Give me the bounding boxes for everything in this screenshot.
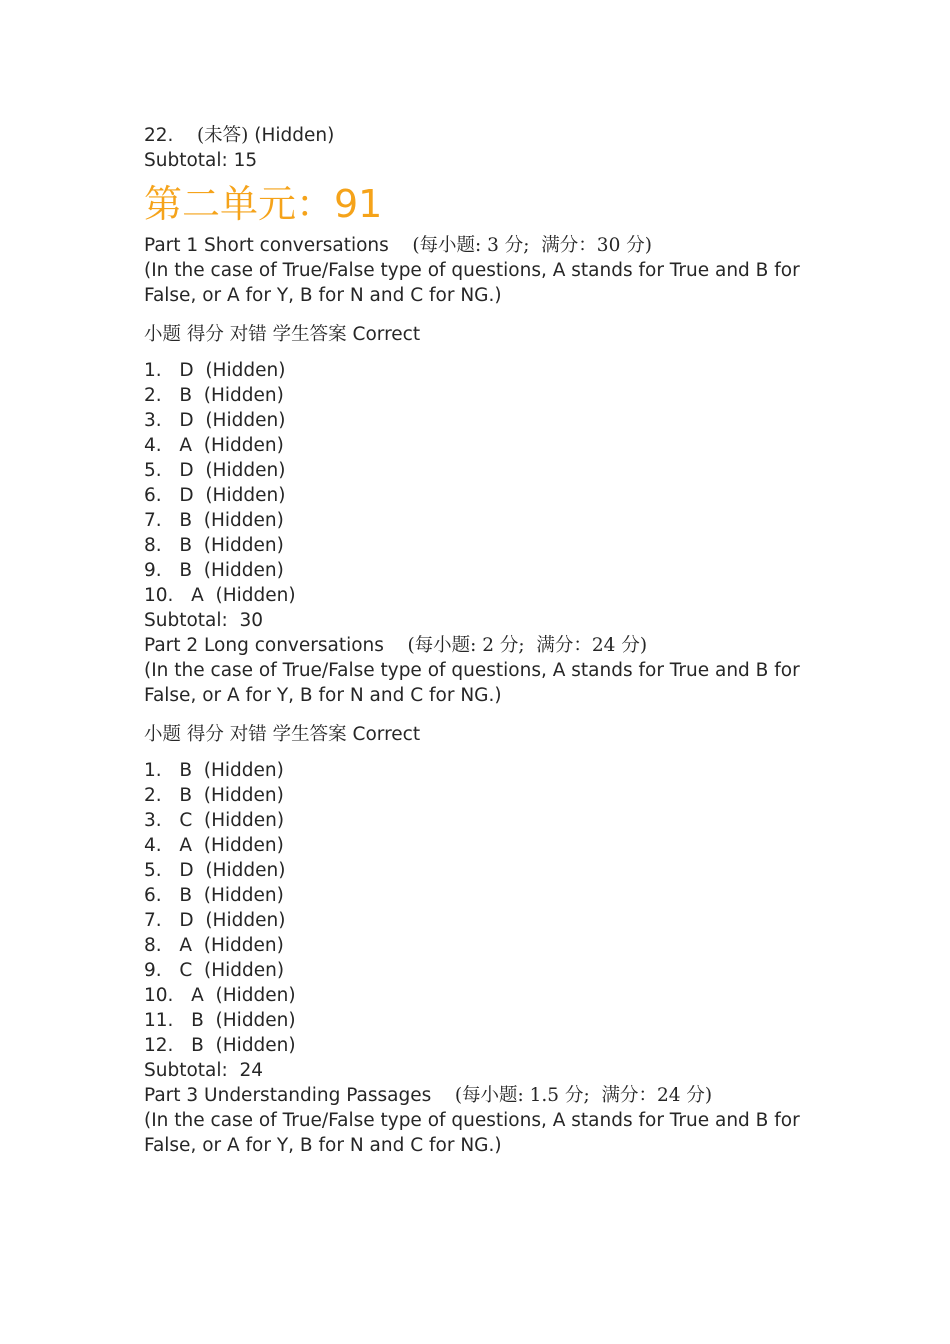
part-subtotal [144, 1058, 824, 1083]
answer-row [144, 408, 824, 433]
part-title-row [144, 1083, 824, 1108]
correct-answer: (Hidden) [215, 585, 296, 606]
part-title-row [144, 233, 824, 258]
answer-row [144, 833, 824, 858]
question-number: 7. [144, 510, 162, 531]
part-subtotal [144, 608, 824, 633]
subtotal-value: 30 [239, 610, 264, 631]
student-answer: C [179, 960, 193, 981]
student-answer: D [179, 410, 194, 431]
student-answer: D [179, 460, 194, 481]
subtotal-value: 24 [239, 1060, 264, 1081]
correct-answer: (Hidden) [205, 360, 286, 381]
question-number: 3. [144, 410, 162, 431]
correct-answer: (Hidden) [203, 560, 284, 581]
correct-answer: (Hidden) [203, 885, 284, 906]
part-note: (In the case of True/False type of questions, A stands for True and B for False, or A for Y, B for N and C for NG.) [144, 260, 800, 306]
student-answer: D [179, 360, 194, 381]
leftover-question-row [144, 123, 824, 148]
question-number: 22. [144, 125, 174, 146]
correct-answer: (Hidden) [203, 935, 284, 956]
question-number: 1. [144, 760, 162, 781]
question-number: 4. [144, 435, 162, 456]
correct-answer: (Hidden) [205, 460, 286, 481]
student-answer: A [191, 985, 204, 1006]
correct-answer: (Hidden) [205, 410, 286, 431]
student-answer: D [179, 485, 194, 506]
answer-row [144, 908, 824, 933]
question-number: 3. [144, 810, 162, 831]
table-header-correct: Correct [352, 324, 421, 345]
part-section [144, 233, 824, 633]
answer-list [144, 758, 824, 1058]
answer-list [144, 358, 824, 608]
correct-answer: (Hidden) [215, 1035, 296, 1056]
student-answer: B [179, 560, 193, 581]
answer-row [144, 558, 824, 583]
answer-row [144, 783, 824, 808]
question-number: 5. [144, 860, 162, 881]
answer-row [144, 508, 824, 533]
correct-answer: (Hidden) [203, 535, 284, 556]
part-meta: (每小题: 3 分; 满分：30 分) [412, 235, 652, 256]
student-answer: C [179, 810, 193, 831]
answer-row [144, 533, 824, 558]
answer-row [144, 758, 824, 783]
student-answer: D [179, 910, 194, 931]
question-number: 9. [144, 560, 162, 581]
table-header-columns: 小题 得分 对错 学生答案 [144, 324, 347, 345]
question-number: 10. [144, 585, 174, 606]
answer-row [144, 1033, 824, 1058]
answer-row [144, 458, 824, 483]
correct-answer: (Hidden) [203, 435, 284, 456]
student-answer: B [179, 510, 193, 531]
answer-row [144, 858, 824, 883]
score-report [144, 123, 824, 1158]
student-answer: D [179, 860, 194, 881]
answer-row [144, 933, 824, 958]
correct-answer: (Hidden) [205, 485, 286, 506]
part-section [144, 633, 824, 1083]
student-answer: A [179, 935, 192, 956]
correct-answer: (Hidden) [204, 810, 285, 831]
part-title: Part 2 Long conversations [144, 635, 384, 656]
part-note: (In the case of True/False type of questions, A stands for True and B for False, or A for Y, B for N and C for NG.) [144, 660, 800, 706]
correct-answer: (Hidden) [203, 510, 284, 531]
part-note: (In the case of True/False type of questions, A stands for True and B for False, or A for Y, B for N and C for NG.) [144, 1110, 800, 1156]
correct-answer: (Hidden) [205, 910, 286, 931]
answer-row [144, 958, 824, 983]
part-meta: (每小题: 1.5 分; 满分：24 分) [454, 1085, 713, 1106]
student-answer: A [179, 435, 192, 456]
student-answer: B [179, 535, 193, 556]
question-number: 11. [144, 1010, 174, 1031]
question-number: 6. [144, 885, 162, 906]
student-answer: B [179, 385, 193, 406]
question-status: (未答) [196, 125, 249, 146]
student-answer: B [191, 1010, 204, 1031]
answer-row [144, 433, 824, 458]
question-number: 8. [144, 535, 162, 556]
unit-title: 第二单元：91 [144, 182, 383, 226]
correct-answer: (Hidden) [204, 960, 285, 981]
answer-row [144, 483, 824, 508]
student-answer: A [191, 585, 204, 606]
question-number: 9. [144, 960, 162, 981]
answer-row [144, 383, 824, 408]
student-answer: A [179, 835, 192, 856]
part-section [144, 1083, 824, 1158]
question-number: 12. [144, 1035, 174, 1056]
part-title: Part 3 Understanding Passages [144, 1085, 432, 1106]
answer-row [144, 883, 824, 908]
answer-row [144, 808, 824, 833]
table-header-columns: 小题 得分 对错 学生答案 [144, 724, 347, 745]
correct-answer: (Hidden) [203, 760, 284, 781]
part-title-row [144, 633, 824, 658]
answer-row [144, 1008, 824, 1033]
correct-answer: (Hidden) [254, 125, 335, 146]
question-number: 2. [144, 785, 162, 806]
question-number: 10. [144, 985, 174, 1006]
part-meta: (每小题: 2 分; 满分：24 分) [407, 635, 648, 656]
question-number: 6. [144, 485, 162, 506]
question-number: 4. [144, 835, 162, 856]
question-number: 8. [144, 935, 162, 956]
student-answer: B [191, 1035, 204, 1056]
subtotal-label: Subtotal: [144, 1060, 228, 1081]
subtotal-label: Subtotal: [144, 610, 228, 631]
correct-answer: (Hidden) [203, 385, 284, 406]
answer-row [144, 583, 824, 608]
correct-answer: (Hidden) [203, 785, 284, 806]
question-number: 1. [144, 360, 162, 381]
answer-row [144, 358, 824, 383]
subtotal-label: Subtotal: [144, 150, 228, 171]
question-number: 7. [144, 910, 162, 931]
answer-row [144, 983, 824, 1008]
student-answer: B [179, 760, 193, 781]
question-number: 5. [144, 460, 162, 481]
student-answer: B [179, 785, 193, 806]
leftover-subtotal [144, 148, 824, 173]
table-header-correct: Correct [352, 724, 421, 745]
correct-answer: (Hidden) [215, 1010, 296, 1031]
table-header [144, 722, 824, 747]
student-answer: B [179, 885, 193, 906]
question-number: 2. [144, 385, 162, 406]
correct-answer: (Hidden) [203, 835, 284, 856]
table-header [144, 322, 824, 347]
part-title: Part 1 Short conversations [144, 235, 389, 256]
correct-answer: (Hidden) [215, 985, 296, 1006]
correct-answer: (Hidden) [205, 860, 286, 881]
subtotal-value: 15 [233, 150, 258, 171]
